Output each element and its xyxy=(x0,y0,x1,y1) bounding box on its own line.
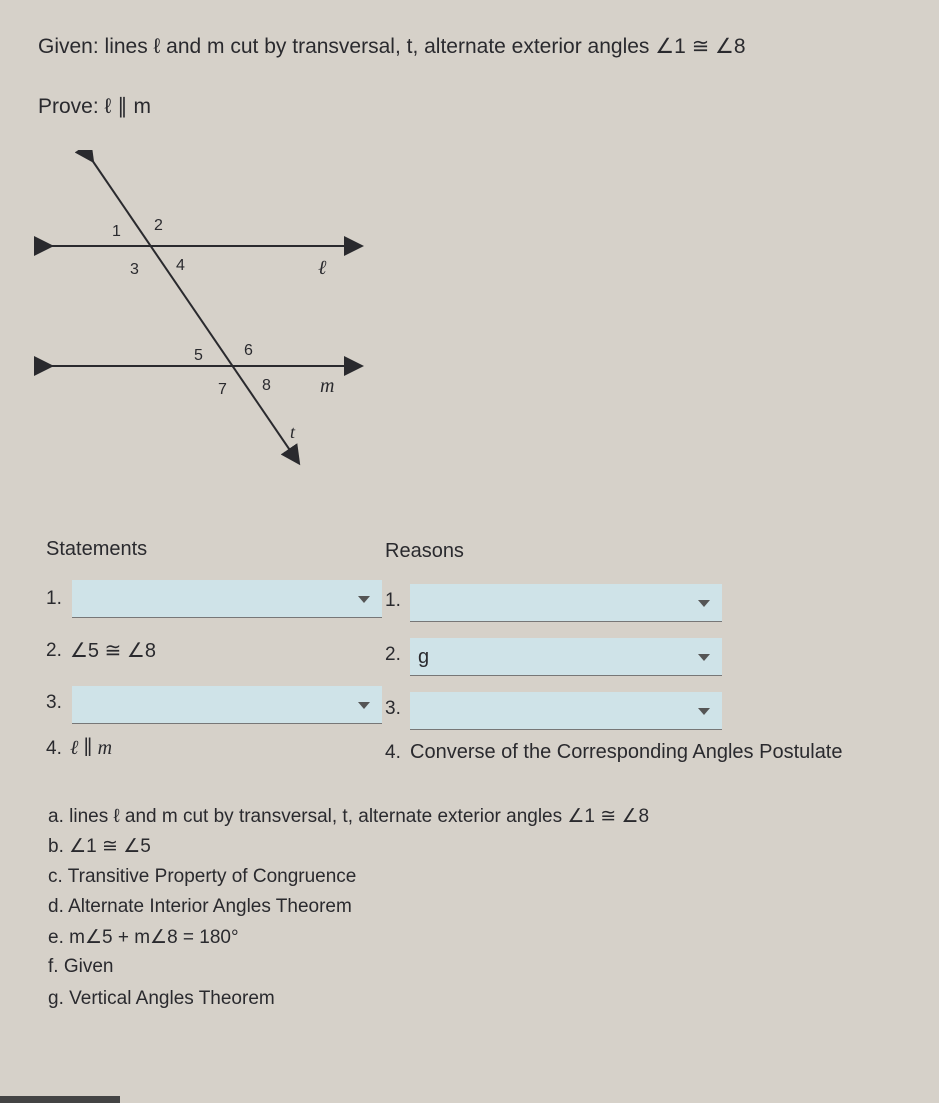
chevron-down-icon xyxy=(698,600,710,607)
statement-number-3: 3. xyxy=(46,692,62,713)
angle-label-2: 2 xyxy=(154,217,163,234)
bottom-edge-bar xyxy=(0,1096,120,1103)
reason-3-dropdown[interactable] xyxy=(410,692,722,730)
angle-label-1: 1 xyxy=(112,223,121,240)
reason-number-1: 1. xyxy=(385,590,401,611)
chevron-down-icon xyxy=(698,654,710,661)
given-statement: Given: lines ℓ and m cut by transversal, t, alternate exterior angles ∠1 ≅ ∠8 xyxy=(38,35,746,58)
reasons-header: Reasons xyxy=(385,540,464,562)
statements-header: Statements xyxy=(46,538,148,560)
statement-number-4: 4. xyxy=(46,738,62,759)
angle-label-4: 4 xyxy=(176,257,185,274)
option-b: b. ∠1 ≅ ∠5 xyxy=(48,836,151,857)
option-f: f. Given xyxy=(48,956,114,977)
angle-label-8: 8 xyxy=(262,377,271,394)
statement-4: ℓ ∥ m xyxy=(70,737,113,759)
reason-2-dropdown[interactable] xyxy=(410,638,722,676)
line-label-l: ℓ xyxy=(318,257,327,279)
reason-number-3: 3. xyxy=(385,698,401,719)
statement-3-dropdown[interactable] xyxy=(72,686,382,724)
reason-2-value: g xyxy=(418,646,430,668)
transversal-t xyxy=(92,160,298,462)
prove-statement: Prove: ℓ ∥ m xyxy=(38,95,151,118)
angle-label-6: 6 xyxy=(244,342,253,359)
reason-4: Converse of the Corresponding Angles Postulate xyxy=(410,741,843,763)
chevron-down-icon xyxy=(358,702,370,709)
reason-1-dropdown[interactable] xyxy=(410,584,722,622)
option-a: a. lines ℓ and m cut by transversal, t, alternate exterior angles ∠1 ≅ ∠8 xyxy=(48,806,650,827)
angle-label-7: 7 xyxy=(218,381,227,398)
geometry-diagram xyxy=(30,150,390,480)
angle-label-5: 5 xyxy=(194,347,203,364)
line-label-t: t xyxy=(290,422,296,442)
reason-number-2: 2. xyxy=(385,644,401,665)
chevron-down-icon xyxy=(358,596,370,603)
option-e: e. m∠5 + m∠8 = 180° xyxy=(48,927,239,948)
option-g: g. Vertical Angles Theorem xyxy=(48,988,275,1009)
statement-1-dropdown[interactable] xyxy=(72,580,382,618)
statement-2: ∠5 ≅ ∠8 xyxy=(70,640,156,662)
reason-number-4: 4. xyxy=(385,742,401,763)
statement-number-1: 1. xyxy=(46,588,62,609)
angle-label-3: 3 xyxy=(130,261,139,278)
option-d: d. Alternate Interior Angles Theorem xyxy=(48,896,352,917)
line-label-m: m xyxy=(320,375,335,397)
chevron-down-icon xyxy=(698,708,710,715)
statement-number-2: 2. xyxy=(46,640,62,661)
option-c: c. Transitive Property of Congruence xyxy=(48,866,357,887)
